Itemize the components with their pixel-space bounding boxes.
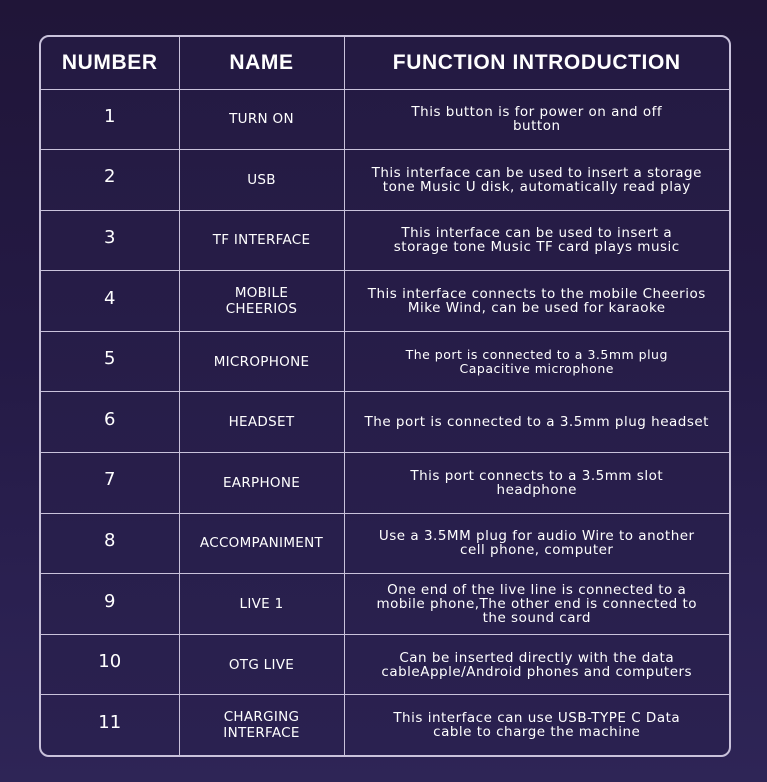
function-table [39,35,731,757]
row-number: 3 [41,210,179,271]
row-function [344,574,729,635]
row-name [179,634,344,695]
row-function-text: One end of the live line is connected to a mobile phone,The other end is connected to the sound card [376,582,698,627]
row-name-text: MOBILE CHEERIOS [225,285,298,318]
row-function-text: This interface can use USB-TYPE C Data cable to charge the machine [393,710,681,741]
row-name [179,271,344,332]
row-function-text: This button is for power on and off button [411,104,663,135]
row-name [179,453,344,514]
row-name [179,513,344,574]
table-row [41,513,729,574]
row-number: 8 [41,513,179,574]
table-row [41,392,729,453]
row-function-text: This interface can be used to insert a storage tone Music U disk, automatically read play [371,164,702,195]
table-row [41,210,729,271]
row-number: 9 [41,574,179,635]
header-function: FUNCTION INTRODUCTION [344,37,729,89]
header-number: NUMBER [41,37,179,89]
row-number: 6 [41,392,179,453]
table-row [41,271,729,332]
row-function [344,271,729,332]
row-name [179,695,344,756]
row-function-text: This port connects to a 3.5mm slot headphone [410,467,664,498]
row-name [179,574,344,635]
row-function-text: Use a 3.5MM plug for audio Wire to another cell phone, computer [378,528,695,559]
row-name [179,392,344,453]
row-name [179,150,344,211]
table-row [41,695,729,756]
row-function [344,634,729,695]
row-function-text: This interface can be used to insert a storage tone Music TF card plays music [393,225,680,256]
table-header-row [41,37,729,89]
row-function [344,150,729,211]
row-number: 4 [41,271,179,332]
row-number: 1 [41,89,179,150]
row-name-text: CHARGING INTERFACE [223,709,300,742]
row-number: 5 [41,331,179,392]
row-number: 2 [41,150,179,211]
function-table-grid [41,37,729,756]
row-name-text: TF INTERFACE [212,232,311,249]
row-function-text: Can be inserted directly with the data cableApple/Android phones and computers [381,649,693,680]
row-name-text: HEADSET [228,414,295,431]
table-row [41,150,729,211]
row-name-text: OTG LIVE [228,656,295,673]
row-name-text: TURN ON [229,111,294,128]
row-name-text: USB [247,171,276,188]
row-name [179,331,344,392]
row-name [179,89,344,150]
table-row [41,331,729,392]
table-row [41,89,729,150]
row-function-text: This interface connects to the mobile Cheerios Mike Wind, can be used for karaoke [367,286,706,317]
header-name: NAME [179,37,344,89]
row-name-text: EARPHONE [222,474,301,491]
table-row [41,453,729,514]
row-function [344,89,729,150]
row-function [344,331,729,392]
row-function [344,695,729,756]
row-function [344,513,729,574]
row-number: 11 [41,695,179,756]
row-name [179,210,344,271]
row-function-text: The port is connected to a 3.5mm plug headset [364,414,709,431]
row-name-text: MICROPHONE [213,353,310,370]
row-name-text: LIVE 1 [239,596,284,613]
row-function [344,210,729,271]
row-number: 7 [41,453,179,514]
table-row [41,574,729,635]
table-row [41,634,729,695]
row-function-text: The port is connected to a 3.5mm plug Capacitive microphone [405,346,668,376]
row-name-text: ACCOMPANIMENT [199,535,324,552]
row-function [344,392,729,453]
row-number: 10 [41,634,179,695]
row-function [344,453,729,514]
